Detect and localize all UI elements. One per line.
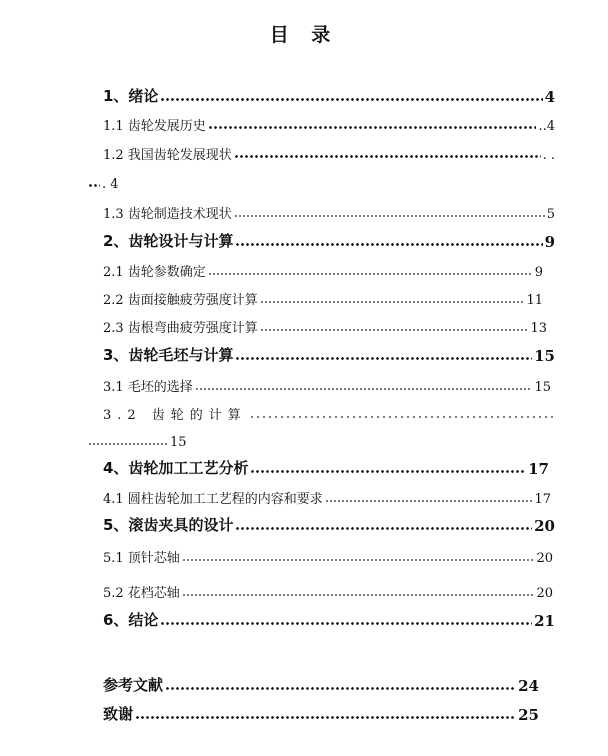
leader-dots xyxy=(325,499,533,503)
leader-dots xyxy=(165,686,516,691)
leader-dots xyxy=(208,125,537,130)
leader-dots xyxy=(260,328,529,332)
entry-label: 3.1 毛坯的选择 xyxy=(103,380,193,395)
entry-label: 参考文献 xyxy=(103,676,164,694)
toc-entry-continuation[interactable] xyxy=(86,172,119,192)
entry-page: 11 xyxy=(526,293,543,308)
leader-dots xyxy=(160,97,542,102)
toc-entry[interactable] xyxy=(103,202,555,222)
entry-page: 15 xyxy=(534,380,551,395)
entry-page: ..4 xyxy=(538,119,555,134)
entry-label: 致谢 xyxy=(103,705,134,723)
entry-page: 21 xyxy=(534,612,555,630)
toc-entry[interactable] xyxy=(103,610,555,630)
toc-entry[interactable] xyxy=(103,345,555,365)
entry-page: 4 xyxy=(544,88,555,106)
leader-dots xyxy=(182,593,535,597)
toc-entry[interactable] xyxy=(103,316,547,336)
toc-entry[interactable] xyxy=(103,143,555,163)
leader-dots xyxy=(182,558,535,562)
toc-entry[interactable] xyxy=(103,546,553,566)
leader-dots xyxy=(249,415,553,419)
toc-title: 目 录 xyxy=(269,24,339,46)
entry-page: 20 xyxy=(534,517,555,535)
entry-label: 5、滚齿夹具的设计 xyxy=(103,516,234,534)
entry-label: 2.2 齿面接触疲劳强度计算 xyxy=(103,293,258,308)
toc-entry[interactable] xyxy=(103,114,555,134)
leader-dots xyxy=(160,621,532,626)
toc-entry[interactable] xyxy=(103,515,555,535)
toc-entry[interactable] xyxy=(103,581,553,601)
leader-dots xyxy=(208,272,533,276)
entry-page: 17 xyxy=(528,460,549,478)
toc-entry[interactable] xyxy=(103,403,555,423)
entry-label: 4、齿轮加工工艺分析 xyxy=(103,459,249,477)
entry-page: 25 xyxy=(518,706,539,724)
entry-label: 6、结论 xyxy=(103,611,159,629)
entry-page: 20 xyxy=(536,551,553,566)
toc-entry[interactable] xyxy=(103,288,543,308)
leader-dots xyxy=(88,442,168,446)
leader-dots xyxy=(234,154,541,159)
entry-page: 9 xyxy=(534,265,543,280)
entry-label: 1.3 齿轮制造技术现状 xyxy=(103,207,232,222)
leader-dots xyxy=(260,300,525,304)
leader-dots xyxy=(250,469,526,474)
entry-page: 5 xyxy=(546,207,555,222)
leader-dots xyxy=(195,387,533,391)
entry-label: 1、绪论 xyxy=(103,87,159,105)
leader-dots xyxy=(88,183,100,188)
toc-entry[interactable] xyxy=(103,487,551,507)
entry-page: 24 xyxy=(518,677,539,695)
entry-label: 5.2 花档芯轴 xyxy=(103,586,180,601)
entry-label: 3.2 齿轮的计算 xyxy=(103,408,247,423)
entry-label: 2.3 齿根弯曲疲劳强度计算 xyxy=(103,321,258,336)
entry-page: 9 xyxy=(544,233,555,251)
entry-label: 5.1 顶针芯轴 xyxy=(103,551,180,566)
toc-entry[interactable] xyxy=(103,231,555,251)
toc-entry[interactable] xyxy=(103,375,551,395)
entry-label: 1.2 我国齿轮发展现状 xyxy=(103,148,232,163)
entry-label: 2、齿轮设计与计算 xyxy=(103,232,234,250)
entry-page: 15 xyxy=(534,347,555,365)
entry-page: 13 xyxy=(530,321,547,336)
toc-entry[interactable] xyxy=(103,458,549,478)
entry-label: 4.1 圆柱齿轮加工工艺程的内容和要求 xyxy=(103,492,323,507)
leader-dots xyxy=(135,715,516,720)
entry-label: 2.1 齿轮参数确定 xyxy=(103,265,206,280)
entry-label: 1.1 齿轮发展历史 xyxy=(103,119,206,134)
toc-entry[interactable] xyxy=(103,260,543,280)
entry-page: 15 xyxy=(170,435,187,450)
entry-page: 17 xyxy=(534,492,551,507)
toc-entry[interactable] xyxy=(103,675,539,695)
leader-dots xyxy=(235,242,542,247)
entry-page: . 4 xyxy=(102,177,119,192)
entry-page: 20 xyxy=(536,586,553,601)
toc-entry-continuation[interactable] xyxy=(86,430,187,450)
entry-label: 3、齿轮毛坯与计算 xyxy=(103,346,234,364)
leader-dots xyxy=(235,356,532,361)
leader-dots xyxy=(235,526,532,531)
toc-entry[interactable] xyxy=(103,704,539,724)
leader-dots xyxy=(234,214,545,218)
entry-page: . . xyxy=(542,148,555,163)
toc-entry[interactable] xyxy=(103,86,555,106)
